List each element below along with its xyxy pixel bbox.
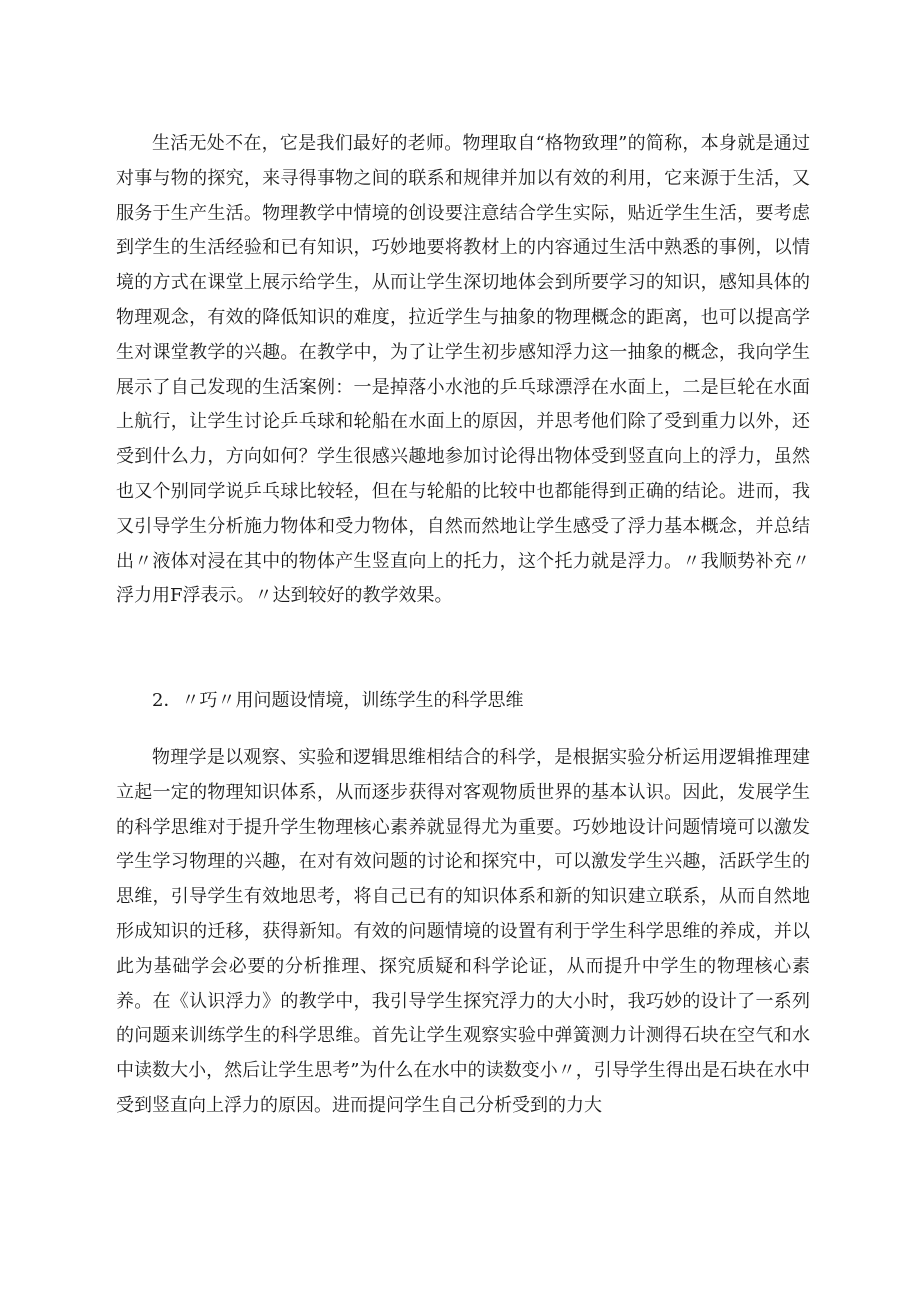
body-paragraph: 物理学是以观察、实验和逻辑思维相结合的科学，是根据实验分析运用逻辑推理建立起一定的物理知识体系，从而逐步获得对客观物质世界的基本认识。因此，发展学生的科学思维对于提升学生物理核心素养就显得尤为重要。巧妙地设计问题情境可以激发学生学习物理的兴趣，在对有效问题的讨论和探究中，可以激发学生兴趣，活跃学生的思维，引导学生有效地思考，将自己已有的知识体系和新的知识建立联系，从而自然地形成知识的迁移，获得新知。有效的问题情境的设置有利于学生科学思维的养成，并以此为基础学会必要的分析推理、探究质疑和科学论证，从而提升中学生的物理核心素养。在《认识浮力》的教学中，我引导学生探究浮力的大小时，我巧妙的设计了一系列的问题来训练学生的科学思维。首先让学生观察实验中弹簧测力计测得石块在空气和水中读数大小，然后让学生思考”为什么在水中的读数变小〃，引导学生得出是石块在水中受到竖直向上浮力的原因。进而提问学生自己分析受到的力大 bbox=[116, 747, 810, 1116]
body-paragraph: 生活无处不在，它是我们最好的老师。物理取自“格物致理”的简称，本身就是通过对事与物的探究，来寻得事物之间的联系和规律并加以有效的利用，它来源于生活，又服务于生产生活。物理教学中情境的创设要注意结合学生实际，贴近学生生活，要考虑到学生的生活经验和已有知识，巧妙地要将教材上的内容通过生活中熟悉的事例，以情境的方式在课堂上展示给学生，从而让学生深切地体会到所要学习的知识，感知具体的物理观念，有效的降低知识的难度，拉近学生与抽象的物理概念的距离，也可以提高学生对课堂教学的兴趣。在教学中，为了让学生初步感知浮力这一抽象的概念，我向学生展示了自己发现的生活案例：一是掉落小水池的乒乓球漂浮在水面上，二是巨轮在水面上航行，让学生讨论乒乓球和轮船在水面上的原因，并思考他们除了受到重力以外，还受到什么力，方向如何？学生很感兴趣地参加讨论得出物体受到竖直向上的浮力，虽然也又个别同学说乒乓球比较轻，但在与轮船的比较中也都能得到正确的结论。进而，我又引导学生分析施力物体和受力物体，自然而然地让学生感受了浮力基本概念，并总结出〃液体对浸在其中的物体产生竖直向上的托力，这个托力就是浮力。〃我顺势补充〃浮力用F浮表示。〃达到较好的教学效果。 bbox=[116, 133, 810, 607]
section-heading: 2．〃巧〃用问题设情境，训练学生的科学思维 bbox=[152, 690, 524, 711]
